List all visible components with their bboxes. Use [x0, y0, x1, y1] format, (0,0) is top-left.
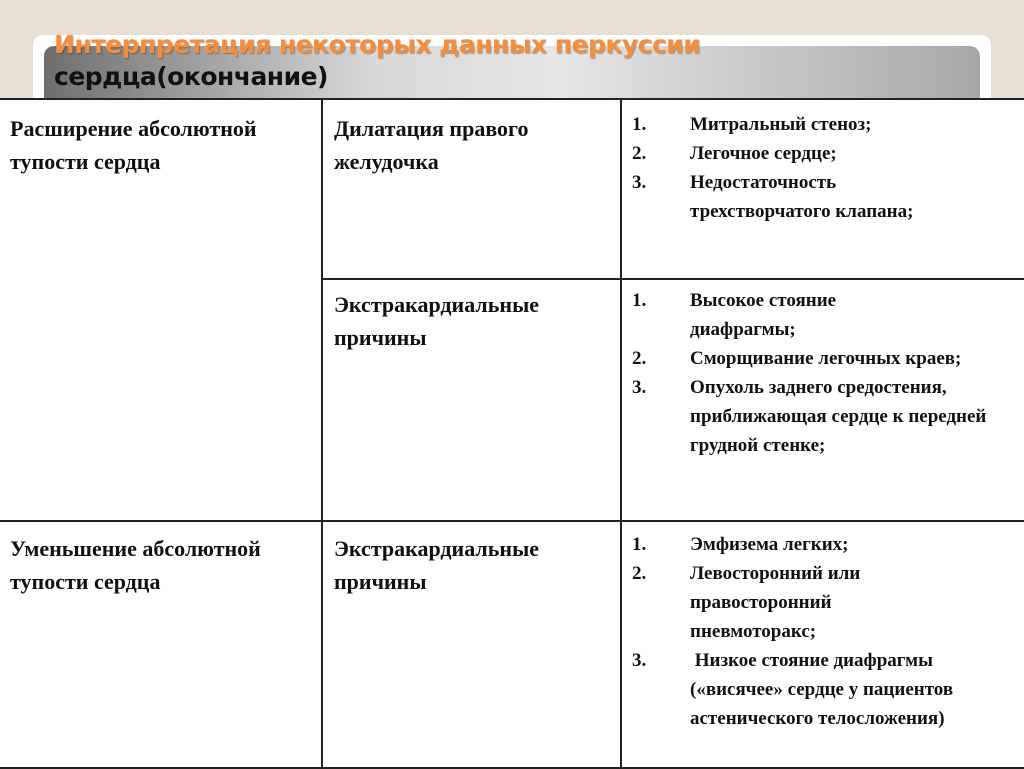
column-divider: [321, 100, 323, 767]
slide-title-line2: сердца(окончание): [54, 62, 328, 91]
list-number: 2.: [632, 563, 647, 584]
list-item: [632, 344, 1017, 373]
column-divider: [620, 100, 622, 767]
list-number: 1.: [632, 114, 647, 135]
list-item: [632, 168, 1017, 226]
list-item: [632, 559, 1017, 646]
list-item: [632, 110, 1017, 139]
list-item: [632, 139, 1017, 168]
list-text: Легочное сердце;: [690, 143, 837, 164]
list-text: Левосторонний или правосторонний пневмоторакс;: [690, 563, 861, 642]
list-text: Митральный стеноз;: [690, 114, 872, 135]
cause-cell: Дилатация правого желудочка: [334, 116, 529, 174]
list-item: [632, 286, 1017, 344]
cause-list: [632, 530, 1017, 733]
condition-cell: Расширение абсолютной тупости сердца: [10, 116, 257, 174]
list-text: Опухоль заднего средостения, приближающая сердце к передней грудной стенке;: [690, 377, 987, 456]
list-text: Недостаточность трехстворчатого клапана;: [690, 172, 914, 222]
cause-list: [632, 110, 1017, 226]
cause-cell: Экстракардиальные причины: [334, 536, 540, 594]
percussion-table: [0, 98, 1024, 769]
list-number: 3.: [632, 650, 647, 671]
list-number: 3.: [632, 172, 647, 193]
slide-title-line1: Интерпретация некоторых данных перкуссии: [54, 30, 701, 59]
cause-list: [632, 286, 1017, 460]
row-divider: [321, 278, 1024, 280]
list-item: [632, 373, 1017, 460]
list-text: Высокое стояние диафрагмы;: [690, 290, 837, 340]
cause-cell: Экстракардиальные причины: [334, 292, 540, 350]
list-text: Сморщивание легочных краев;: [690, 348, 962, 369]
list-text: Низкое стояние диафрагмы («висячее» сердце у пациентов астенического телосложения): [690, 650, 958, 729]
list-item: [632, 530, 1017, 559]
condition-cell: Уменьшение абсолютной тупости сердца: [10, 536, 261, 594]
row-divider: [0, 520, 1024, 522]
list-number: 2.: [632, 348, 647, 369]
list-number: 3.: [632, 377, 647, 398]
list-item: [632, 646, 1017, 733]
list-number: 2.: [632, 143, 647, 164]
list-text: Эмфизема легких;: [690, 534, 849, 555]
list-number: 1.: [632, 290, 647, 311]
list-number: 1.: [632, 534, 647, 555]
